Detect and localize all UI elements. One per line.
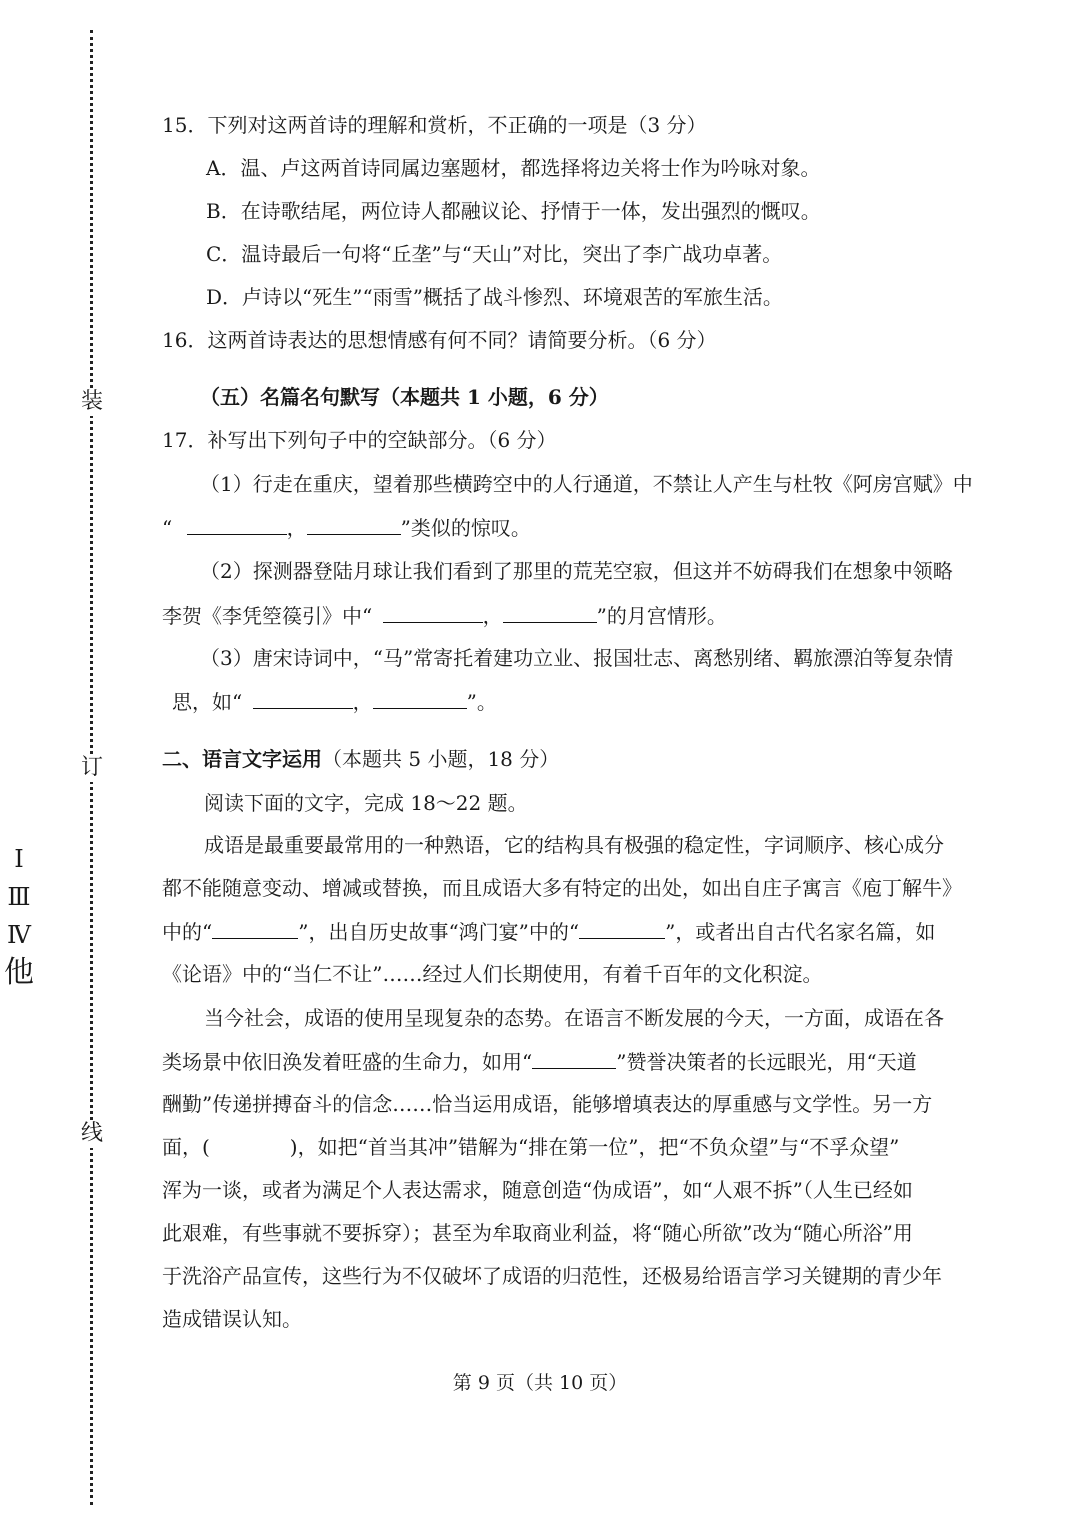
para2-line8: 造成错误认知。 (162, 1307, 302, 1331)
para2-line4: 面，( )，如把“首当其冲”错解为“排在第一位”，把“不负众望”与“不孚众望” (162, 1135, 900, 1159)
binding-label-ding: 订 (78, 754, 106, 782)
section5-heading: （五）名篇名句默写（本题共 1 小题，6 分） (200, 385, 609, 409)
q17-p3-line1: （3）唐宋诗词中，“马”常寄托着建功立业、报国壮志、离愁别绪、羁旅漂泊等复杂情 (200, 646, 954, 670)
q17-p3-comma: ， (352, 690, 373, 714)
section2-instruction: 阅读下面的文字，完成 18～22 题。 (204, 791, 528, 815)
q17-p1-line1: （1）行走在重庆，望着那些横跨空中的人行通道，不禁让人产生与杜牧《阿房宫赋》中 (200, 472, 973, 496)
q17-p1-close: ”类似的惊叹。 (400, 516, 531, 540)
para2-line1: 当今社会，成语的使用呈现复杂的态势。在语言不断发展的今天，一方面，成语在各 (204, 1006, 944, 1030)
para2-line2 (162, 1046, 917, 1077)
para1-l3-c: ”，或者出自古代名家名篇，如 (665, 920, 936, 944)
para1-line1: 成语是最重要最常用的一种熟语，它的结构具有极强的稳定性，字词顺序、核心成分 (204, 833, 944, 857)
para2-line6: 此艰难，有些事就不要拆穿）；甚至为牟取商业利益，将“随心所欲”改为“随心所浴”用 (162, 1221, 913, 1245)
q17-p3-prefix: 思，如“ (172, 690, 243, 714)
para2-line3: 酬勤”传递拼搏奋斗的信念……恰当运用成语，能够增填表达的厚重感与文学性。另一方 (162, 1092, 933, 1116)
q17-p1-comma: ， (286, 516, 307, 540)
para2-line7: 于洗浴产品宣传，这些行为不仅破坏了成语的归范性，还极易给语言学习关键期的青少年 (162, 1264, 942, 1288)
q17-p2-line2 (162, 600, 727, 631)
side-mark-1: Ⅰ (14, 845, 24, 873)
fill-blank-1a[interactable] (187, 512, 287, 535)
q17-p2-prefix: 李贺《李凭箜篌引》中“ (162, 604, 373, 628)
q17-p3-line2 (172, 686, 497, 717)
side-mark-3: Ⅳ (7, 921, 31, 949)
section2-heading (162, 744, 559, 774)
para1-line2: 都不能随意变动、增减或替换，而且成语大多有特定的出处，如出自庄子寓言《庖丁解牛》 (162, 876, 962, 900)
fill-blank-3a[interactable] (253, 686, 353, 709)
section2-heading-title: 二、语言文字运用 (162, 747, 322, 771)
q15-option-c: C．温诗最后一句将“丘垄”与“天山”对比，突出了李广战功卓著。 (206, 242, 783, 266)
q15-stem: 15．下列对这两首诗的理解和赏析，不正确的一项是（3 分） (162, 113, 707, 137)
para2-l2-a: 类场景中依旧涣发着旺盛的生命力，如用“ (162, 1050, 533, 1074)
q15-option-d: D．卢诗以“死生”“雨雪”概括了战斗惨烈、环境艰苦的军旅生活。 (206, 285, 783, 309)
side-marks (4, 840, 34, 992)
para2-l2-b: ”赞誉决策者的长远眼光，用“天道 (616, 1050, 917, 1074)
para1-line3 (162, 916, 935, 947)
para1-l3-b: ”，出自历史故事“鸿门宴”中的“ (298, 920, 580, 944)
q17-p2-close: ”的月宫情形。 (596, 604, 727, 628)
q15-option-a: A．温、卢这两首诗同属边塞题材，都选择将边关将士作为吟咏对象。 (206, 156, 821, 180)
page-footer: 第 9 页（共 10 页） (452, 1372, 628, 1394)
q17-p1-open-quote: “ (162, 516, 173, 540)
q15-option-b: B．在诗歌结尾，两位诗人都融议论、抒情于一体，发出强烈的慨叹。 (206, 199, 821, 223)
side-mark-2: Ⅲ (7, 883, 31, 911)
para1-line4: 《论语》中的“当仁不让”……经过人们长期使用，有着千百年的文化积淀。 (162, 962, 823, 986)
para2-line5: 浑为一谈，或者为满足个人表达需求，随意创造“伪成语”，如“人艰不拆”（人生已经如 (162, 1178, 913, 1202)
para1-l3-a: 中的“ (162, 920, 213, 944)
binding-label-xian: 线 (78, 1120, 106, 1148)
side-mark-4: 他 (4, 955, 34, 990)
q17-stem: 17．补写出下列句子中的空缺部分。（6 分） (162, 428, 557, 452)
idiom-blank-2[interactable] (579, 916, 665, 939)
fill-blank-2a[interactable] (383, 600, 483, 623)
fill-blank-2b[interactable] (503, 600, 597, 623)
section2-heading-detail: （本题共 5 小题，18 分） (322, 747, 560, 771)
q17-p1-line2 (162, 512, 531, 543)
idiom-blank-1[interactable] (212, 916, 298, 939)
fill-blank-3b[interactable] (373, 686, 467, 709)
binding-label-zhuang: 装 (78, 388, 106, 416)
q17-p3-close: ”。 (466, 690, 497, 714)
q16-stem: 16．这两首诗表达的思想情感有何不同？请简要分析。（6 分） (162, 328, 717, 352)
fill-blank-1b[interactable] (307, 512, 401, 535)
q17-p2-line1: （2）探测器登陆月球让我们看到了那里的荒芜空寂，但这并不妨碍我们在想象中领略 (200, 559, 953, 583)
q17-p2-comma: ， (482, 604, 503, 628)
idiom-blank-3[interactable] (532, 1046, 616, 1069)
